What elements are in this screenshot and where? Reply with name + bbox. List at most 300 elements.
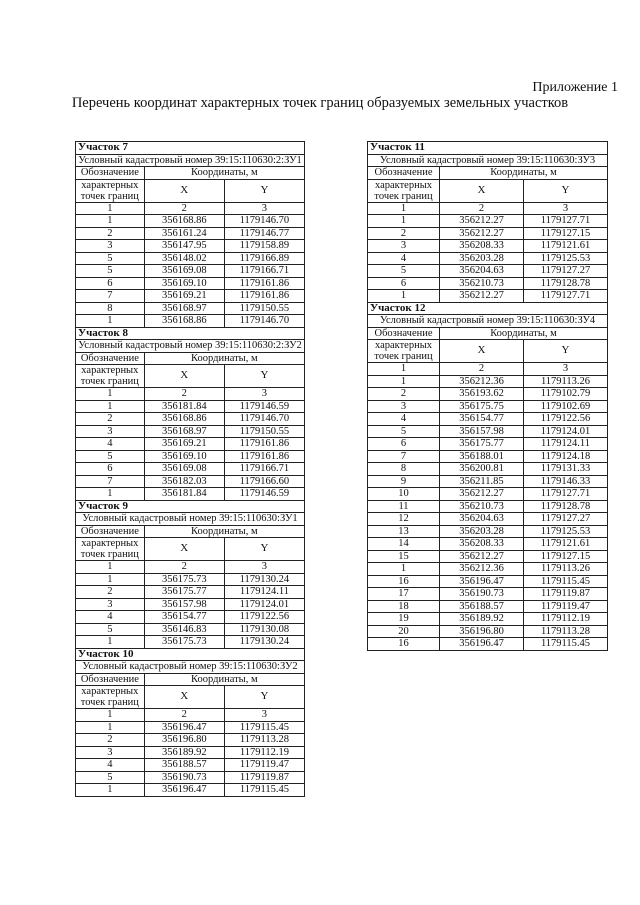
point-number: 2 bbox=[76, 586, 145, 599]
x-coordinate: 356210.73 bbox=[440, 277, 524, 290]
table-row bbox=[368, 375, 608, 388]
point-number: 5 bbox=[76, 265, 145, 278]
column-number: 2 bbox=[440, 363, 524, 376]
x-coordinate: 356204.63 bbox=[440, 265, 524, 278]
point-number: 17 bbox=[368, 588, 440, 601]
designation-header-line3: точек границ bbox=[80, 697, 139, 708]
column-number: 1 bbox=[76, 709, 145, 722]
table-row bbox=[368, 475, 608, 488]
y-coordinate: 1179161.86 bbox=[224, 290, 304, 303]
designation-header-line2: характерных bbox=[81, 538, 139, 549]
y-coordinate: 1179124.11 bbox=[224, 586, 304, 599]
x-coordinate: 356157.98 bbox=[144, 598, 224, 611]
x-header: X bbox=[144, 179, 224, 202]
point-number: 2 bbox=[368, 388, 440, 401]
point-number: 1 bbox=[76, 215, 145, 228]
y-coordinate: 1179125.53 bbox=[524, 525, 608, 538]
y-coordinate: 1179125.53 bbox=[524, 252, 608, 265]
table-row bbox=[368, 463, 608, 476]
table-row bbox=[368, 400, 608, 413]
y-coordinate: 1179112.19 bbox=[224, 746, 304, 759]
cadastral-number: Условный кадастровый номер 39:15:110630:ЗУ1 bbox=[76, 513, 305, 526]
x-coordinate: 356148.02 bbox=[144, 252, 224, 265]
column-number: 3 bbox=[224, 202, 304, 215]
x-header: X bbox=[440, 179, 524, 202]
y-header: Y bbox=[224, 179, 304, 202]
x-coordinate: 356212.27 bbox=[440, 488, 524, 501]
point-number: 14 bbox=[368, 538, 440, 551]
appendix-label: Приложение 1 bbox=[532, 80, 618, 95]
designation-header-line3: точек границ bbox=[80, 376, 139, 387]
y-header: Y bbox=[224, 365, 304, 388]
x-coordinate: 356181.84 bbox=[144, 488, 224, 501]
x-coordinate: 356189.92 bbox=[440, 613, 524, 626]
table-row bbox=[76, 586, 305, 599]
table-row bbox=[76, 784, 305, 797]
designation-header-line3: точек границ bbox=[374, 190, 433, 202]
designation-header-line1: Обозначение bbox=[368, 327, 440, 340]
table-row bbox=[76, 573, 305, 586]
y-coordinate: 1179115.45 bbox=[524, 638, 608, 651]
y-coordinate: 1179130.24 bbox=[224, 636, 304, 649]
table-row bbox=[368, 563, 608, 576]
y-coordinate: 1179130.08 bbox=[224, 623, 304, 636]
parcel-heading: Участок 7 bbox=[76, 142, 305, 155]
designation-header-line2: характерных bbox=[81, 179, 139, 191]
table-row bbox=[76, 240, 305, 253]
table-row bbox=[368, 488, 608, 501]
y-header: Y bbox=[524, 179, 608, 202]
table-row bbox=[76, 315, 305, 328]
parcel-heading: Участок 12 bbox=[368, 302, 608, 315]
point-number: 4 bbox=[368, 413, 440, 426]
designation-header-line3: точек границ bbox=[80, 549, 139, 560]
designation-header-line1: Обозначение bbox=[368, 167, 440, 180]
designation-header-line3: точек границ bbox=[80, 190, 139, 202]
table-row bbox=[76, 277, 305, 290]
x-coordinate: 356175.73 bbox=[144, 636, 224, 649]
x-coordinate: 356188.01 bbox=[440, 450, 524, 463]
designation-header-line2: характерных bbox=[374, 340, 433, 351]
point-number: 1 bbox=[76, 573, 145, 586]
y-coordinate: 1179150.55 bbox=[224, 302, 304, 315]
y-coordinate: 1179102.79 bbox=[524, 388, 608, 401]
table-row bbox=[76, 598, 305, 611]
x-coordinate: 356200.81 bbox=[440, 463, 524, 476]
y-coordinate: 1179113.28 bbox=[524, 625, 608, 638]
x-coordinate: 356204.63 bbox=[440, 513, 524, 526]
y-coordinate: 1179115.45 bbox=[224, 784, 304, 797]
table-row bbox=[76, 215, 305, 228]
page-title: Перечень координат характерных точек границ образуемых земельных участков bbox=[71, 95, 569, 111]
x-coordinate: 356188.57 bbox=[144, 759, 224, 772]
x-coordinate: 356147.95 bbox=[144, 240, 224, 253]
x-coordinate: 356181.84 bbox=[144, 400, 224, 413]
table-row bbox=[368, 277, 608, 290]
point-number: 1 bbox=[76, 315, 145, 328]
y-coordinate: 1179115.45 bbox=[524, 575, 608, 588]
x-coordinate: 356169.10 bbox=[144, 450, 224, 463]
y-coordinate: 1179161.86 bbox=[224, 277, 304, 290]
y-coordinate: 1179166.71 bbox=[224, 265, 304, 278]
table-row bbox=[76, 759, 305, 772]
y-coordinate: 1179166.71 bbox=[224, 463, 304, 476]
table-row bbox=[368, 575, 608, 588]
point-number: 3 bbox=[76, 598, 145, 611]
y-coordinate: 1179127.71 bbox=[524, 290, 608, 303]
x-coordinate: 356190.73 bbox=[144, 771, 224, 784]
table-row bbox=[368, 588, 608, 601]
parcel-heading: Участок 9 bbox=[76, 500, 305, 513]
table-row bbox=[76, 425, 305, 438]
left-column bbox=[75, 141, 305, 797]
coordinates-header: Координаты, м bbox=[144, 673, 304, 686]
table-row bbox=[368, 500, 608, 513]
x-coordinate: 356196.47 bbox=[440, 575, 524, 588]
y-coordinate: 1179121.61 bbox=[524, 240, 608, 253]
point-number: 12 bbox=[368, 513, 440, 526]
point-number: 5 bbox=[76, 252, 145, 265]
point-number: 6 bbox=[368, 438, 440, 451]
designation-header-line2: характерных bbox=[81, 365, 139, 376]
column-number: 3 bbox=[524, 202, 608, 215]
point-number: 1 bbox=[368, 563, 440, 576]
table-row bbox=[368, 438, 608, 451]
x-coordinate: 356169.10 bbox=[144, 277, 224, 290]
point-number: 2 bbox=[76, 734, 145, 747]
table-row bbox=[368, 388, 608, 401]
table-row bbox=[76, 265, 305, 278]
table-row bbox=[76, 611, 305, 624]
x-coordinate: 356168.97 bbox=[144, 425, 224, 438]
x-coordinate: 356212.36 bbox=[440, 375, 524, 388]
point-number: 6 bbox=[76, 277, 145, 290]
point-number: 1 bbox=[368, 290, 440, 303]
column-number: 2 bbox=[144, 561, 224, 574]
x-coordinate: 356168.97 bbox=[144, 302, 224, 315]
point-number: 1 bbox=[76, 784, 145, 797]
table-row bbox=[368, 227, 608, 240]
designation-header-line1: Обозначение bbox=[76, 167, 145, 180]
table-row bbox=[76, 290, 305, 303]
designation-header-lines bbox=[368, 340, 440, 363]
x-coordinate: 356168.86 bbox=[144, 215, 224, 228]
y-coordinate: 1179127.27 bbox=[524, 265, 608, 278]
x-coordinate: 356169.21 bbox=[144, 290, 224, 303]
x-coordinate: 356196.80 bbox=[440, 625, 524, 638]
column-number: 1 bbox=[368, 202, 440, 215]
column-number: 1 bbox=[368, 363, 440, 376]
table-row bbox=[76, 488, 305, 501]
cadastral-number: Условный кадастровый номер 39:15:110630:ЗУ3 bbox=[368, 154, 608, 167]
x-coordinate: 356154.77 bbox=[440, 413, 524, 426]
coordinates-table bbox=[75, 141, 305, 797]
y-coordinate: 1179158.89 bbox=[224, 240, 304, 253]
column-number: 3 bbox=[224, 388, 304, 401]
cadastral-number: Условный кадастровый номер 39:15:110630:2:ЗУ2 bbox=[76, 340, 305, 353]
column-number: 3 bbox=[224, 561, 304, 574]
column-number: 3 bbox=[224, 709, 304, 722]
point-number: 9 bbox=[368, 475, 440, 488]
y-coordinate: 1179119.87 bbox=[224, 771, 304, 784]
point-number: 3 bbox=[76, 746, 145, 759]
designation-header-line2: характерных bbox=[374, 179, 433, 191]
x-coordinate: 356157.98 bbox=[440, 425, 524, 438]
parcel-heading: Участок 11 bbox=[368, 142, 608, 155]
table-row bbox=[76, 636, 305, 649]
point-number: 8 bbox=[368, 463, 440, 476]
parcel-heading: Участок 10 bbox=[76, 648, 305, 661]
y-coordinate: 1179130.24 bbox=[224, 573, 304, 586]
y-coordinate: 1179166.89 bbox=[224, 252, 304, 265]
point-number: 7 bbox=[76, 475, 145, 488]
table-row bbox=[76, 623, 305, 636]
column-number: 2 bbox=[144, 202, 224, 215]
x-coordinate: 356208.33 bbox=[440, 240, 524, 253]
y-coordinate: 1179127.71 bbox=[524, 488, 608, 501]
designation-header-lines bbox=[76, 179, 145, 202]
designation-header-line1: Обозначение bbox=[76, 673, 145, 686]
y-coordinate: 1179127.15 bbox=[524, 550, 608, 563]
y-header: Y bbox=[224, 686, 304, 709]
point-number: 20 bbox=[368, 625, 440, 638]
y-coordinate: 1179119.47 bbox=[524, 600, 608, 613]
y-coordinate: 1179146.77 bbox=[224, 227, 304, 240]
coordinates-header: Координаты, м bbox=[144, 525, 304, 538]
point-number: 19 bbox=[368, 613, 440, 626]
y-coordinate: 1179127.27 bbox=[524, 513, 608, 526]
x-coordinate: 356168.86 bbox=[144, 315, 224, 328]
y-coordinate: 1179146.33 bbox=[524, 475, 608, 488]
y-coordinate: 1179122.56 bbox=[224, 611, 304, 624]
point-number: 11 bbox=[368, 500, 440, 513]
table-row bbox=[368, 513, 608, 526]
y-coordinate: 1179166.60 bbox=[224, 475, 304, 488]
table-row bbox=[76, 721, 305, 734]
y-coordinate: 1179113.26 bbox=[524, 375, 608, 388]
point-number: 6 bbox=[368, 277, 440, 290]
y-coordinate: 1179115.45 bbox=[224, 721, 304, 734]
column-number: 1 bbox=[76, 561, 145, 574]
table-row bbox=[76, 302, 305, 315]
table-row bbox=[76, 438, 305, 451]
coordinates-table bbox=[367, 141, 608, 651]
point-number: 5 bbox=[76, 450, 145, 463]
y-coordinate: 1179161.86 bbox=[224, 450, 304, 463]
x-coordinate: 356182.03 bbox=[144, 475, 224, 488]
y-coordinate: 1179119.47 bbox=[224, 759, 304, 772]
table-row bbox=[76, 463, 305, 476]
right-column bbox=[367, 141, 608, 651]
x-coordinate: 356212.27 bbox=[440, 227, 524, 240]
point-number: 16 bbox=[368, 575, 440, 588]
table-row bbox=[368, 525, 608, 538]
y-coordinate: 1179146.70 bbox=[224, 215, 304, 228]
cadastral-number: Условный кадастровый номер 39:15:110630:ЗУ4 bbox=[368, 315, 608, 328]
x-coordinate: 356208.33 bbox=[440, 538, 524, 551]
y-coordinate: 1179146.59 bbox=[224, 488, 304, 501]
point-number: 1 bbox=[76, 488, 145, 501]
table-row bbox=[368, 550, 608, 563]
table-row bbox=[76, 450, 305, 463]
table-row bbox=[76, 746, 305, 759]
x-coordinate: 356193.62 bbox=[440, 388, 524, 401]
designation-header-lines bbox=[76, 365, 145, 388]
table-row bbox=[368, 240, 608, 253]
coordinates-header: Координаты, м bbox=[440, 327, 608, 340]
point-number: 5 bbox=[76, 623, 145, 636]
column-number: 1 bbox=[76, 388, 145, 401]
x-coordinate: 356175.77 bbox=[440, 438, 524, 451]
y-coordinate: 1179121.61 bbox=[524, 538, 608, 551]
coordinates-header: Координаты, м bbox=[144, 352, 304, 365]
table-row bbox=[368, 538, 608, 551]
y-coordinate: 1179122.56 bbox=[524, 413, 608, 426]
y-coordinate: 1179128.78 bbox=[524, 500, 608, 513]
x-coordinate: 356196.47 bbox=[440, 638, 524, 651]
table-row bbox=[76, 734, 305, 747]
point-number: 16 bbox=[368, 638, 440, 651]
table-row bbox=[76, 771, 305, 784]
y-coordinate: 1179150.55 bbox=[224, 425, 304, 438]
point-number: 7 bbox=[76, 290, 145, 303]
x-coordinate: 356212.27 bbox=[440, 215, 524, 228]
table-row bbox=[76, 252, 305, 265]
point-number: 4 bbox=[76, 611, 145, 624]
point-number: 10 bbox=[368, 488, 440, 501]
designation-header-line3: точек границ bbox=[374, 351, 433, 362]
point-number: 1 bbox=[76, 636, 145, 649]
table-row bbox=[368, 638, 608, 651]
column-number: 2 bbox=[144, 388, 224, 401]
y-coordinate: 1179119.87 bbox=[524, 588, 608, 601]
column-number: 2 bbox=[144, 709, 224, 722]
table-row bbox=[76, 227, 305, 240]
point-number: 3 bbox=[368, 240, 440, 253]
x-header: X bbox=[144, 538, 224, 561]
y-coordinate: 1179113.28 bbox=[224, 734, 304, 747]
x-coordinate: 356212.27 bbox=[440, 550, 524, 563]
x-header: X bbox=[440, 340, 524, 363]
x-coordinate: 356175.77 bbox=[144, 586, 224, 599]
x-coordinate: 356188.57 bbox=[440, 600, 524, 613]
x-header: X bbox=[144, 686, 224, 709]
y-coordinate: 1179102.69 bbox=[524, 400, 608, 413]
cadastral-number: Условный кадастровый номер 39:15:110630:2:ЗУ1 bbox=[76, 154, 305, 167]
table-row bbox=[368, 425, 608, 438]
x-coordinate: 356196.47 bbox=[144, 721, 224, 734]
x-header: X bbox=[144, 365, 224, 388]
x-coordinate: 356169.21 bbox=[144, 438, 224, 451]
y-coordinate: 1179161.86 bbox=[224, 438, 304, 451]
parcel-heading: Участок 8 bbox=[76, 327, 305, 340]
x-coordinate: 356211.85 bbox=[440, 475, 524, 488]
x-coordinate: 356212.36 bbox=[440, 563, 524, 576]
x-coordinate: 356212.27 bbox=[440, 290, 524, 303]
x-coordinate: 356210.73 bbox=[440, 500, 524, 513]
y-coordinate: 1179112.19 bbox=[524, 613, 608, 626]
x-coordinate: 356175.73 bbox=[144, 573, 224, 586]
x-coordinate: 356161.24 bbox=[144, 227, 224, 240]
point-number: 3 bbox=[368, 400, 440, 413]
point-number: 3 bbox=[76, 240, 145, 253]
designation-header-line1: Обозначение bbox=[76, 525, 145, 538]
coordinates-header: Координаты, м bbox=[440, 167, 608, 180]
y-coordinate: 1179124.01 bbox=[524, 425, 608, 438]
x-coordinate: 356203.28 bbox=[440, 525, 524, 538]
y-coordinate: 1179127.15 bbox=[524, 227, 608, 240]
x-coordinate: 356203.28 bbox=[440, 252, 524, 265]
point-number: 4 bbox=[76, 759, 145, 772]
x-coordinate: 356190.73 bbox=[440, 588, 524, 601]
table-row bbox=[368, 215, 608, 228]
y-coordinate: 1179124.01 bbox=[224, 598, 304, 611]
table-row bbox=[368, 613, 608, 626]
y-coordinate: 1179124.11 bbox=[524, 438, 608, 451]
point-number: 1 bbox=[368, 375, 440, 388]
point-number: 7 bbox=[368, 450, 440, 463]
y-coordinate: 1179131.33 bbox=[524, 463, 608, 476]
designation-header-lines bbox=[368, 179, 440, 202]
point-number: 2 bbox=[76, 227, 145, 240]
table-row bbox=[76, 413, 305, 426]
point-number: 2 bbox=[368, 227, 440, 240]
x-coordinate: 356146.83 bbox=[144, 623, 224, 636]
x-coordinate: 356154.77 bbox=[144, 611, 224, 624]
point-number: 13 bbox=[368, 525, 440, 538]
table-row bbox=[368, 413, 608, 426]
table-row bbox=[368, 252, 608, 265]
column-number: 1 bbox=[76, 202, 145, 215]
cadastral-number: Условный кадастровый номер 39:15:110630:ЗУ2 bbox=[76, 661, 305, 674]
y-coordinate: 1179146.70 bbox=[224, 315, 304, 328]
x-coordinate: 356169.08 bbox=[144, 265, 224, 278]
point-number: 5 bbox=[76, 771, 145, 784]
y-header: Y bbox=[524, 340, 608, 363]
y-coordinate: 1179113.26 bbox=[524, 563, 608, 576]
x-coordinate: 356189.92 bbox=[144, 746, 224, 759]
designation-header-lines bbox=[76, 686, 145, 709]
point-number: 8 bbox=[76, 302, 145, 315]
x-coordinate: 356175.75 bbox=[440, 400, 524, 413]
point-number: 15 bbox=[368, 550, 440, 563]
point-number: 5 bbox=[368, 265, 440, 278]
table-row bbox=[368, 625, 608, 638]
y-coordinate: 1179127.71 bbox=[524, 215, 608, 228]
table-row bbox=[368, 450, 608, 463]
table-row bbox=[368, 600, 608, 613]
table-row bbox=[368, 265, 608, 278]
point-number: 4 bbox=[368, 252, 440, 265]
point-number: 1 bbox=[76, 721, 145, 734]
column-number: 3 bbox=[524, 363, 608, 376]
point-number: 1 bbox=[76, 400, 145, 413]
column-number: 2 bbox=[440, 202, 524, 215]
point-number: 1 bbox=[368, 215, 440, 228]
point-number: 5 bbox=[368, 425, 440, 438]
designation-header-lines bbox=[76, 538, 145, 561]
coordinates-header: Координаты, м bbox=[144, 167, 304, 180]
point-number: 6 bbox=[76, 463, 145, 476]
y-coordinate: 1179146.59 bbox=[224, 400, 304, 413]
x-coordinate: 356196.47 bbox=[144, 784, 224, 797]
x-coordinate: 356169.08 bbox=[144, 463, 224, 476]
point-number: 3 bbox=[76, 425, 145, 438]
y-coordinate: 1179146.70 bbox=[224, 413, 304, 426]
table-row bbox=[368, 290, 608, 303]
x-coordinate: 356168.86 bbox=[144, 413, 224, 426]
table-row bbox=[76, 475, 305, 488]
